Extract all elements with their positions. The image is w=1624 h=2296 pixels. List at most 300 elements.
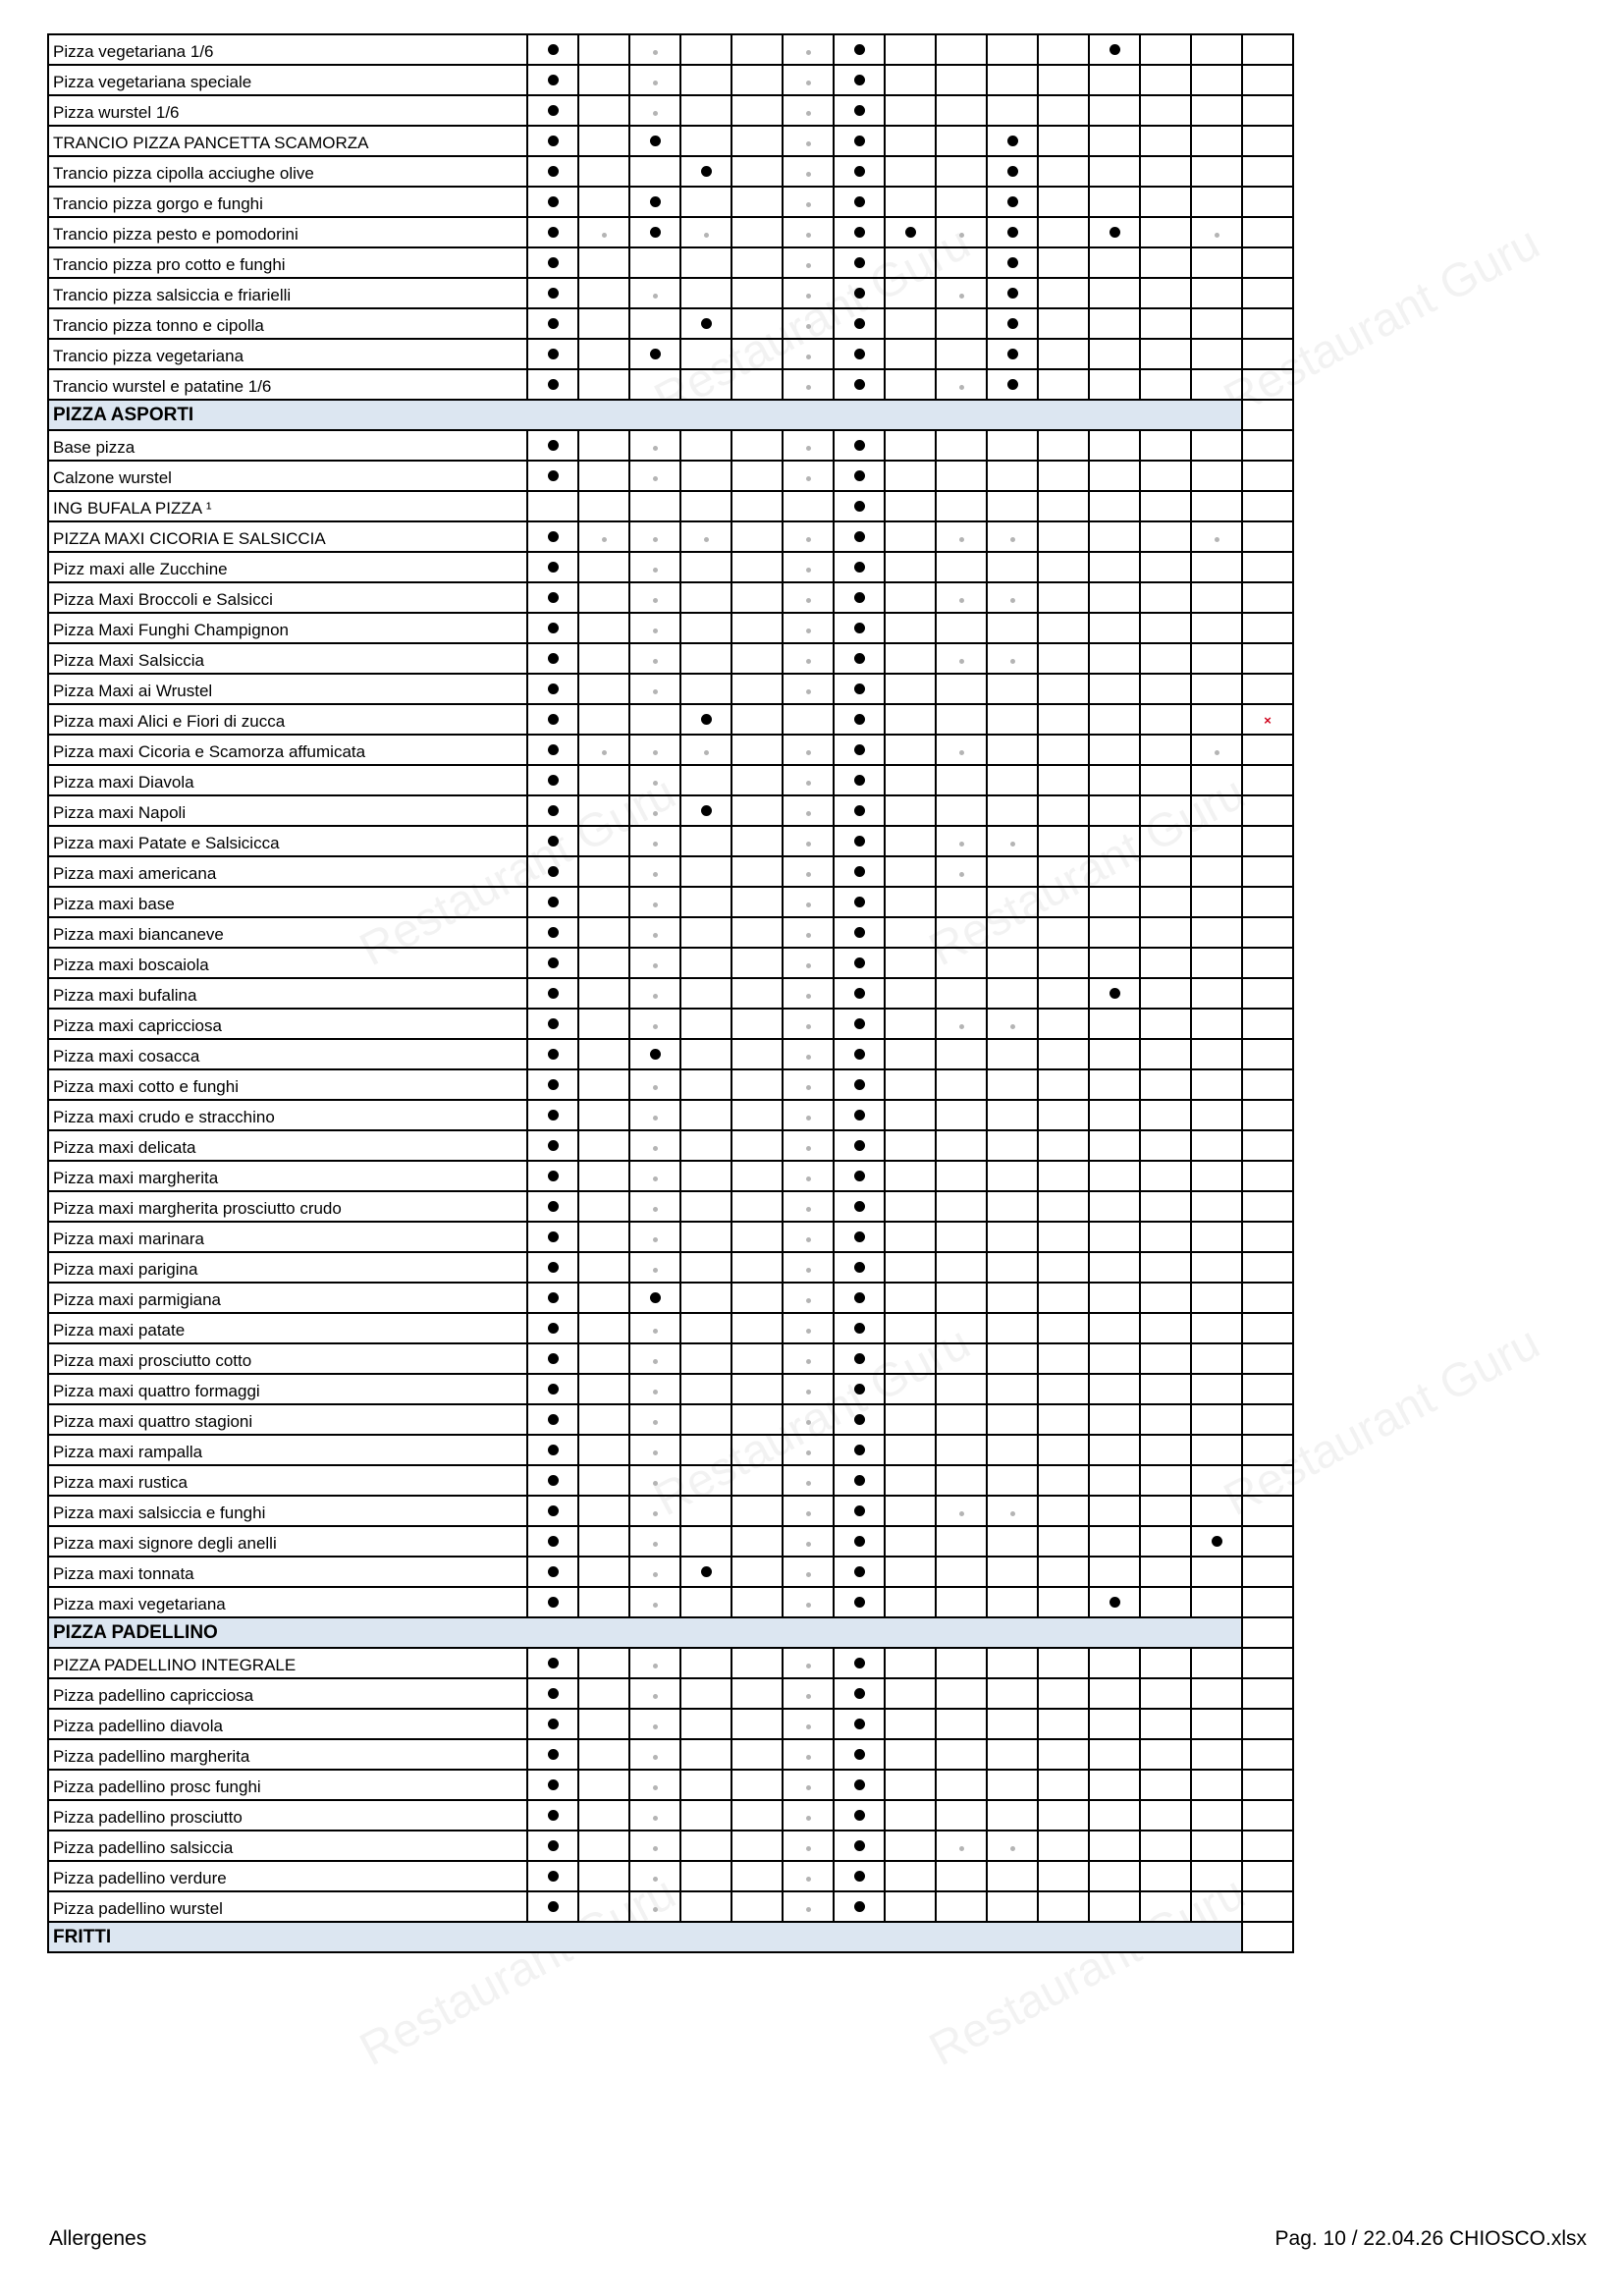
allergen-cell [1140,643,1191,674]
dish-name: Pizza padellino margherita [48,1739,527,1770]
allergen-cell [527,978,578,1009]
contains-dot-icon [854,44,865,55]
allergen-cell [1038,1526,1089,1557]
allergen-cell [1140,34,1191,65]
allergen-cell [527,765,578,795]
table-row [48,461,1293,491]
contains-dot-icon [548,227,559,238]
allergen-cell [834,552,885,582]
allergen-cell [936,65,987,95]
contains-dot-icon [854,1049,865,1060]
allergen-cell [731,95,783,126]
contains-dot-icon [854,1018,865,1029]
allergen-cell [629,247,680,278]
allergen-cell [1089,34,1140,65]
trace-dot-icon [806,1664,811,1668]
table-row [48,521,1293,552]
allergen-cell [885,1496,936,1526]
allergen-cell [936,1526,987,1557]
allergen-cell [1038,765,1089,795]
allergen-cell [1089,156,1140,187]
allergen-cell [1191,704,1242,735]
allergen-cell [1089,1709,1140,1739]
allergen-cell [783,308,834,339]
section-title: PIZZA PADELLINO [48,1617,1242,1648]
allergen-cell [527,613,578,643]
allergen-cell [1140,613,1191,643]
allergen-cell [731,1191,783,1222]
contains-dot-icon [854,1231,865,1242]
contains-dot-icon [854,1779,865,1790]
allergen-cell [629,217,680,247]
allergen-cell [987,217,1038,247]
allergen-cell [1089,1831,1140,1861]
allergen-cell [783,1709,834,1739]
table-row [48,735,1293,765]
allergen-cell [783,1343,834,1374]
allergen-cell [1191,1100,1242,1130]
contains-dot-icon [854,1749,865,1760]
allergen-cell [885,735,936,765]
trace-dot-icon [806,994,811,999]
allergen-cell [731,1252,783,1283]
allergen-cell [680,308,731,339]
allergen-cell [1038,948,1089,978]
allergen-cell [731,491,783,521]
table-row [48,582,1293,613]
allergen-cell [1242,1435,1293,1465]
contains-dot-icon [548,744,559,755]
allergen-cell [578,1709,629,1739]
allergen-cell [987,917,1038,948]
allergen-cell [987,1496,1038,1526]
allergen-cell [987,1404,1038,1435]
allergen-cell [987,1252,1038,1283]
allergen-cell [987,461,1038,491]
trace-dot-icon [653,629,658,633]
dish-name: Pizza padellino wurstel [48,1891,527,1922]
allergen-cell [1191,1526,1242,1557]
allergen-cell [1140,369,1191,400]
allergen-cell [1242,491,1293,521]
allergen-cell [936,765,987,795]
allergen-cell [1191,1465,1242,1496]
allergen-cell [885,1130,936,1161]
allergen-cell [629,1130,680,1161]
contains-dot-icon [854,592,865,603]
allergen-cell [680,1557,731,1587]
trace-dot-icon [806,1724,811,1729]
allergen-cell [629,1648,680,1678]
allergen-cell [987,1465,1038,1496]
contains-dot-icon [650,196,661,207]
trace-dot-icon [653,1603,658,1608]
trace-dot-icon [653,750,658,755]
contains-dot-icon [548,1810,559,1821]
trace-dot-icon [806,1420,811,1425]
allergen-cell [1242,1465,1293,1496]
allergen-cell [1140,1100,1191,1130]
contains-dot-icon [854,1262,865,1273]
allergen-cell [834,582,885,613]
allergen-cell [1191,308,1242,339]
allergen-cell [680,1496,731,1526]
allergen-cell [834,308,885,339]
table-row [48,187,1293,217]
allergen-cell [731,1039,783,1069]
trace-dot-icon [653,1724,658,1729]
allergen-cell [578,1861,629,1891]
allergen-cell [680,1587,731,1617]
allergen-cell [1089,1435,1140,1465]
allergen-cell [885,1161,936,1191]
trace-dot-icon [653,598,658,603]
allergen-cell [1140,1343,1191,1374]
trace-dot-icon [959,872,964,877]
contains-dot-icon [1007,257,1018,268]
contains-dot-icon [548,775,559,786]
allergen-cell [1089,1404,1140,1435]
allergen-cell [1242,1100,1293,1130]
allergen-cell [885,1891,936,1922]
allergen-cell [1191,1404,1242,1435]
allergen-cell [629,674,680,704]
allergen-cell [680,1100,731,1130]
allergen-cell [1140,521,1191,552]
allergen-cell [578,1770,629,1800]
contains-dot-icon [854,744,865,755]
allergen-cell [1191,582,1242,613]
allergen-cell [1089,308,1140,339]
trace-dot-icon [653,811,658,816]
allergen-cell [834,95,885,126]
section-header-row [48,1617,1293,1648]
trace-dot-icon [806,1298,811,1303]
trace-dot-icon [806,50,811,55]
contains-dot-icon [854,257,865,268]
allergen-cell [783,1009,834,1039]
trace-dot-icon [806,1877,811,1882]
trace-dot-icon [653,294,658,299]
trace-dot-icon [806,1450,811,1455]
allergen-cell [1191,1891,1242,1922]
contains-dot-icon [854,1323,865,1334]
allergen-cell [1089,1526,1140,1557]
allergen-cell [629,795,680,826]
table-row [48,217,1293,247]
contains-dot-icon [854,136,865,146]
allergen-cell [834,34,885,65]
contains-dot-icon [854,1140,865,1151]
table-row [48,278,1293,308]
table-row [48,95,1293,126]
allergen-cell [680,856,731,887]
allergen-cell [527,1709,578,1739]
allergen-cell [578,1222,629,1252]
allergen-cell [680,247,731,278]
allergen-cell [578,1891,629,1922]
allergen-cell [731,887,783,917]
table-row [48,34,1293,65]
table-row [48,1283,1293,1313]
allergen-cell [834,1861,885,1891]
allergen-cell [629,95,680,126]
allergen-cell [1191,1496,1242,1526]
dish-name: Pizza maxi prosciutto cotto [48,1343,527,1374]
trace-dot-icon [653,933,658,938]
trace-dot-icon [806,263,811,268]
allergen-cell [987,1130,1038,1161]
allergen-cell [987,1009,1038,1039]
contains-dot-icon [548,1110,559,1121]
allergen-cell [680,826,731,856]
allergen-cell [834,126,885,156]
allergen-cell [885,34,936,65]
allergen-cell [1140,1009,1191,1039]
allergen-cell [1191,856,1242,887]
dish-name: Base pizza [48,430,527,461]
allergen-cell [834,1587,885,1617]
allergen-cell [987,1648,1038,1678]
allergen-cell [885,1039,936,1069]
allergen-cell [1242,948,1293,978]
contains-dot-icon [854,379,865,390]
allergen-cell [1140,1648,1191,1678]
allergen-cell [885,1069,936,1100]
allergen-cell [578,65,629,95]
allergen-cell [834,917,885,948]
contains-dot-icon [548,1688,559,1699]
trace-dot-icon [1010,842,1015,847]
allergen-cell [1242,369,1293,400]
allergen-cell [1242,826,1293,856]
allergen-cell [1140,1891,1191,1922]
trace-dot-icon [806,81,811,85]
allergen-cell [1140,704,1191,735]
allergen-cell [629,856,680,887]
table-row [48,917,1293,948]
allergen-cell [629,1831,680,1861]
allergen-cell [783,1404,834,1435]
allergen-cell [783,1283,834,1313]
allergen-cell [629,1039,680,1069]
allergen-cell [578,1100,629,1130]
dish-name: Pizza padellino salsiccia [48,1831,527,1861]
allergen-cell [1140,978,1191,1009]
table-row [48,491,1293,521]
allergen-cell [936,339,987,369]
allergen-cell [987,735,1038,765]
allergen-cell [834,1222,885,1252]
contains-dot-icon [854,1445,865,1455]
dish-name: Pizza Maxi Salsiccia [48,643,527,674]
allergen-cell [731,65,783,95]
allergen-cell [1191,1800,1242,1831]
allergen-cell [936,795,987,826]
allergen-cell [783,887,834,917]
allergen-cell [1140,1526,1191,1557]
allergen-cell [1038,1222,1089,1252]
dish-name: Pizza maxi vegetariana [48,1587,527,1617]
allergen-cell [1038,65,1089,95]
allergen-cell [629,613,680,643]
allergen-cell [987,278,1038,308]
allergen-table [47,33,1294,1953]
allergen-cell [1089,278,1140,308]
allergen-cell [731,978,783,1009]
allergen-cell [834,278,885,308]
trace-dot-icon [653,1694,658,1699]
allergen-cell [987,1831,1038,1861]
allergen-cell [1089,552,1140,582]
allergen-cell [527,1222,578,1252]
allergen-cell [1242,1313,1293,1343]
dish-name: Trancio pizza gorgo e funghi [48,187,527,217]
allergen-cell [834,156,885,187]
allergen-cell [1038,1009,1089,1039]
allergen-cell [680,430,731,461]
allergen-cell [1038,674,1089,704]
allergen-cell [578,1191,629,1222]
allergen-cell [1191,978,1242,1009]
allergen-cell [936,704,987,735]
allergen-cell [1191,1009,1242,1039]
contains-dot-icon [854,1475,865,1486]
allergen-cell [1089,1648,1140,1678]
trace-dot-icon [959,659,964,664]
allergen-cell [783,1648,834,1678]
allergen-cell [1140,1283,1191,1313]
contains-dot-icon [548,288,559,299]
allergen-cell [1089,1557,1140,1587]
allergen-cell [731,1313,783,1343]
trace-dot-icon [653,1420,658,1425]
allergen-cell [783,826,834,856]
trace-dot-icon [806,872,811,877]
dish-name: Trancio pizza pro cotto e funghi [48,247,527,278]
allergen-cell [1242,1130,1293,1161]
trace-dot-icon [806,629,811,633]
allergen-cell [1191,430,1242,461]
allergen-cell [987,765,1038,795]
table-row [48,1069,1293,1100]
allergen-cell [1140,1831,1191,1861]
dish-name: Pizza maxi tonnata [48,1557,527,1587]
section-header-row [48,400,1293,430]
allergen-cell [885,521,936,552]
allergen-cell [834,1313,885,1343]
allergen-cell [527,1404,578,1435]
allergen-cell [936,948,987,978]
contains-dot-icon [854,683,865,694]
allergen-cell [680,95,731,126]
dish-name: Trancio pizza vegetariana [48,339,527,369]
contains-dot-icon [650,349,661,359]
allergen-cell [783,795,834,826]
allergen-cell [731,521,783,552]
allergen-cell [987,1100,1038,1130]
allergen-cell [834,765,885,795]
allergen-cell [1191,491,1242,521]
trace-dot-icon [806,1542,811,1547]
allergen-cell [1242,1648,1293,1678]
contains-dot-icon [548,562,559,573]
table-row [48,1191,1293,1222]
allergen-cell [1140,156,1191,187]
allergen-cell [834,948,885,978]
allergen-cell [731,308,783,339]
allergen-cell [936,552,987,582]
allergen-cell [578,278,629,308]
dish-name: Pizza maxi Patate e Salsicicca [48,826,527,856]
allergen-cell [527,735,578,765]
contains-dot-icon [548,1353,559,1364]
allergen-cell [578,582,629,613]
allergen-cell [1140,1404,1191,1435]
table-row [48,1891,1293,1922]
allergen-cell [987,1313,1038,1343]
watermark-text: Restaurant Guru [646,216,979,427]
allergen-cell [578,826,629,856]
allergen-cell [1140,1191,1191,1222]
contains-dot-icon [701,1566,712,1577]
trace-dot-icon [653,1116,658,1121]
allergen-cell [1242,1039,1293,1069]
allergen-cell [987,247,1038,278]
trace-dot-icon [806,1146,811,1151]
allergen-cell [783,1130,834,1161]
allergen-cell [1242,1009,1293,1039]
allergen-cell [1089,217,1140,247]
table-row [48,308,1293,339]
allergen-cell [1140,948,1191,978]
allergen-cell [629,430,680,461]
trace-dot-icon [1010,1846,1015,1851]
allergen-cell [629,1161,680,1191]
allergen-cell [885,1222,936,1252]
allergen-cell [578,156,629,187]
contains-dot-icon [548,1018,559,1029]
allergen-cell [885,1831,936,1861]
allergen-cell [1038,1283,1089,1313]
allergen-cell [783,1891,834,1922]
allergen-cell [1038,1648,1089,1678]
allergen-cell [629,1009,680,1039]
allergen-cell [885,704,936,735]
contains-dot-icon [548,1779,559,1790]
allergen-cell [1191,1709,1242,1739]
allergen-cell [527,339,578,369]
table-row [48,1009,1293,1039]
contains-dot-icon [854,866,865,877]
allergen-cell [731,856,783,887]
allergen-cell [834,1039,885,1069]
allergen-cell [834,369,885,400]
allergen-cell [936,1374,987,1404]
allergen-cell [834,1130,885,1161]
allergen-cell [1038,917,1089,948]
x-mark-icon: × [1264,712,1272,728]
allergen-cell [834,521,885,552]
contains-dot-icon [548,866,559,877]
allergen-cell [1089,247,1140,278]
table-row [48,1831,1293,1861]
allergen-cell [629,521,680,552]
allergen-cell [527,1069,578,1100]
trace-dot-icon [959,598,964,603]
allergen-cell [783,95,834,126]
allergen-cell [1089,826,1140,856]
